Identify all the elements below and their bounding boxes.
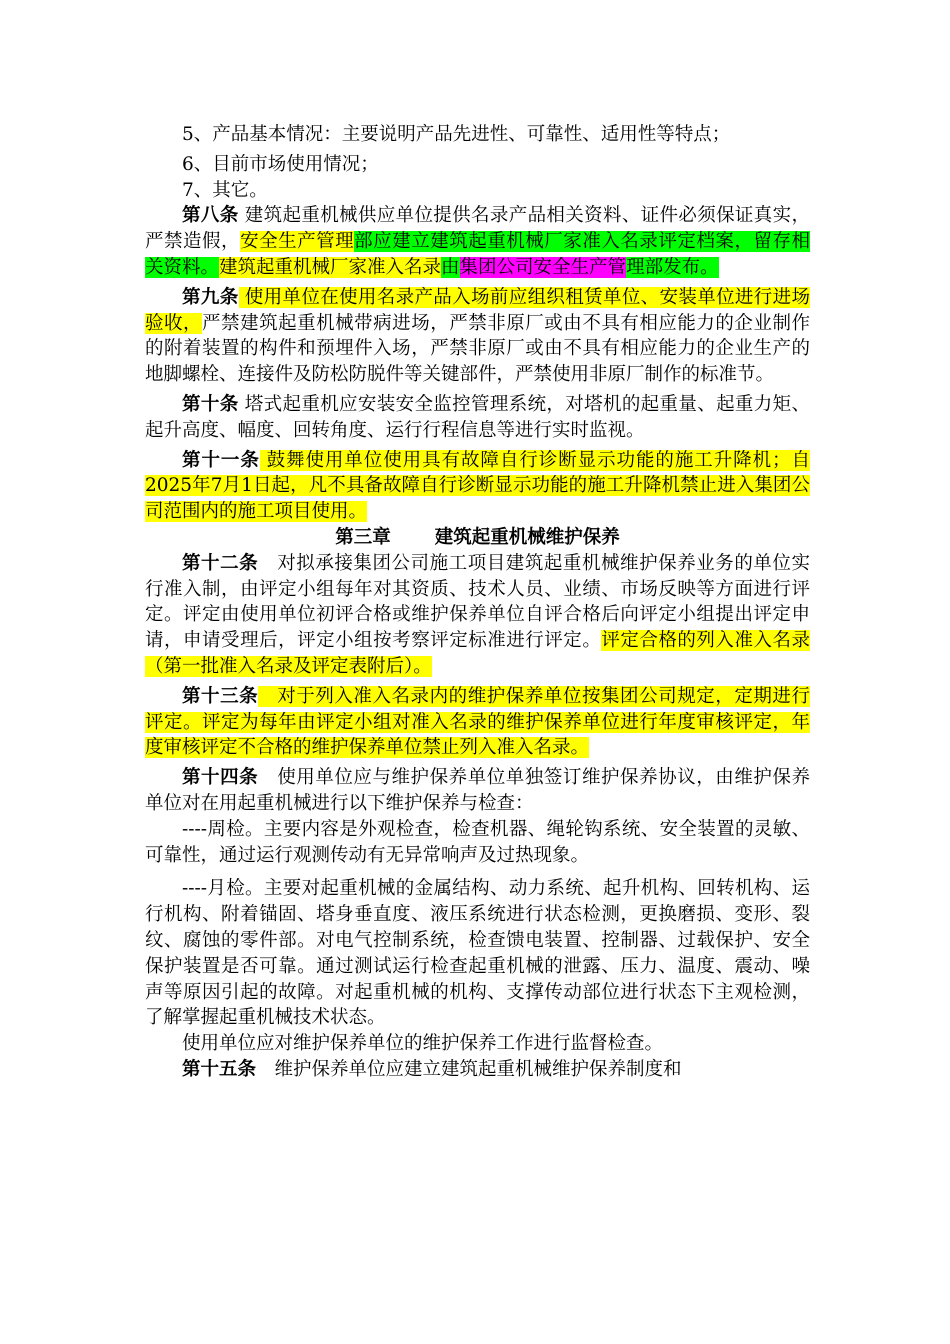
article-12 — [145, 551, 810, 680]
article-13-highlight: 对于列入准入名录内的维护保养单位按集团公司规定，定期进行评定。评定为每年由评定小组对准入名录的维护保养单位进行年度审核评定，年度审核评定不合格的维护保养单位禁止列入准入名录。 — [145, 685, 810, 759]
article-8 — [145, 203, 810, 280]
article-8-highlight-2: 部应建立建筑起重机械厂家准入名录评定档案，留存相关资料。 — [145, 231, 810, 278]
article-15-label: 第十五条 — [182, 1058, 257, 1080]
article-15 — [145, 1057, 810, 1083]
article-9-highlight: 使用单位在使用名录产品入场前应组织租赁单位、安装单位进行进场验收， — [145, 286, 810, 334]
chapter-number: 第三章 — [335, 526, 391, 548]
article-10 — [145, 392, 810, 444]
article-13 — [145, 684, 810, 761]
article-9 — [145, 285, 810, 388]
article-9-text: 严禁建筑起重机械带病进场，严禁非原厂或由不具有相应能力的企业制作的附着装置的构件和预埋件入场，严禁非原厂或由不具有相应能力的企业生产的地脚螺栓、连接件及防松防脱件等关键部件，严禁使用非原厂制作的标准节。 — [145, 312, 810, 386]
monthly-check: ----月检。主要对起重机械的金属结构、动力系统、起升机构、回转机构、运行机构、附着锚固、塔身垂直度、液压系统进行状态检测，更换磨损、变形、裂纹、腐蚀的零件部。对电气控制系统，检查馈电装置、控制器、过载保护、安全保护装置是否可靠。通过测试运行检查起重机械的泄露、压力、温度、震动、噪声等原因引起的故障。对起重机械的机构、支撑传动部位进行状态下主观检测，了解掌握起重机械技术状态。 — [145, 878, 810, 1029]
article-11 — [145, 448, 810, 525]
article-15-text: 维护保养单位应建立建筑起重机械维护保养制度和 — [256, 1058, 682, 1080]
article-14 — [145, 765, 810, 817]
weekly-check: ----周检。主要内容是外观检查，检查机器、绳轮钩系统、安全装置的灵敏、可靠性，通过运行观测传动有无异常响声及过热现象。 — [145, 818, 810, 866]
article-14-text: 使用单位应与维护保养单位单独签订维护保养协议，由维护保养单位对在用起重机械进行以下维护保养与检查： — [145, 767, 810, 814]
supervision-note: 使用单位应对维护保养单位的维护保养工作进行监督检查。 — [182, 1033, 664, 1055]
article-13-label: 第十三条 — [182, 685, 259, 707]
article-11-label: 第十一条 — [182, 449, 260, 471]
item-6: 6、目前市场使用情况； — [182, 153, 379, 175]
article-14-label: 第十四条 — [182, 767, 259, 789]
article-8-highlight-1: 安全生产管理 — [240, 231, 355, 253]
article-8-highlight-3: 建筑起重机械厂家准入名录 — [219, 256, 442, 278]
article-12-text: 对拟承接集团公司施工项目建筑起重机械维护保养业务的单位实行准入制，由评定小组每年对其资质、技术人员、业绩、市场反映等方面进行评定。评定由使用单位初评合格或维护保养单位自评合格后向评定小组提出评定申请，申请受理后，评定小组按考察评定标准进行评定。 — [145, 552, 810, 652]
chapter-title: 建筑起重机械维护保养 — [434, 526, 620, 548]
article-12-label: 第十二条 — [182, 552, 259, 574]
item-7: 7、其它。 — [182, 179, 268, 201]
article-9-label: 第九条 — [182, 286, 239, 308]
article-8-highlight-4: 由 — [441, 256, 460, 278]
item-5: 5、产品基本情况：主要说明产品先进性、可靠性、适用性等特点； — [182, 124, 731, 145]
article-12-highlight: 评定合格的列入准入名录（第一批准入名录及评定表附后）。 — [145, 630, 810, 677]
article-8-text-1: 建筑起重机械供应单位提供名录产品相关资料、证件必须保证真实，严禁造假， — [145, 205, 810, 253]
article-10-label: 第十条 — [182, 393, 239, 415]
article-8-highlight-5: 集团公司安全生产管 — [459, 256, 627, 278]
document-page — [145, 122, 810, 1083]
article-11-highlight: 鼓舞使用单位使用具有故障自行诊断显示功能的施工升降机；自2025年7月1日起，凡不具备故障自行诊断显示功能的施工升降机禁止进入集团公司范围内的施工项目使用。 — [145, 449, 810, 523]
chapter-heading — [145, 525, 810, 551]
article-8-label: 第八条 — [182, 205, 239, 227]
article-8-highlight-6: 理部发布。 — [626, 256, 719, 278]
article-10-text: 塔式起重机应安装安全监控管理系统，对塔机的起重量、起重力矩、起升高度、幅度、回转角度、运行行程信息等进行实时监视。 — [145, 393, 810, 441]
